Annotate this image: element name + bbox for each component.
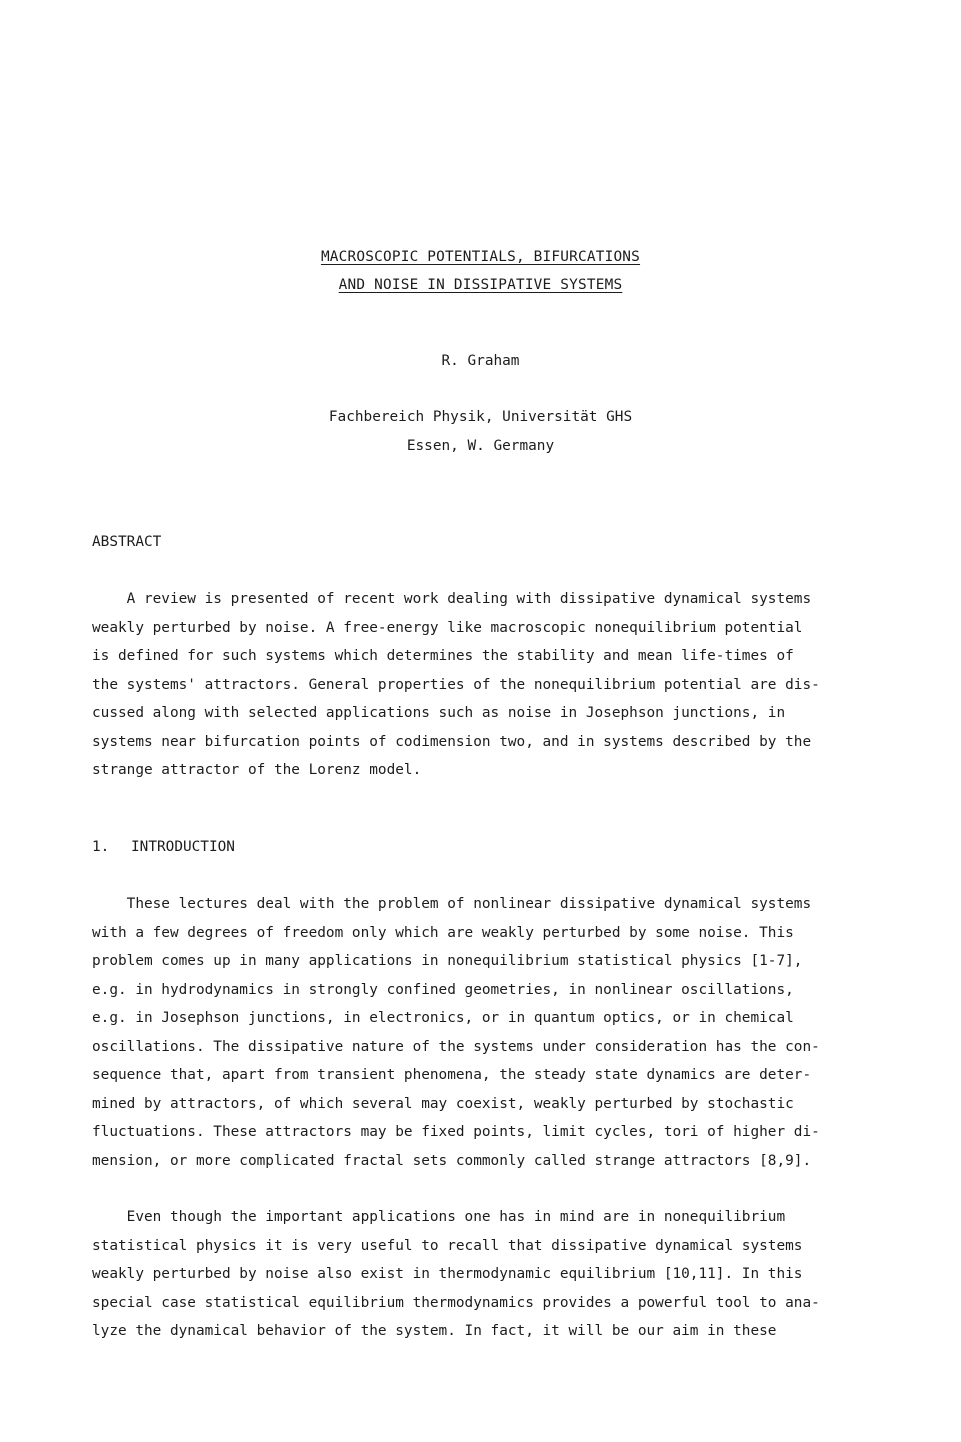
title-line-1-text: MACROSCOPIC POTENTIALS, BIFURCATIONS — [320, 249, 641, 265]
title-line-2 — [0, 276, 961, 294]
section-title: INTRODUCTION — [131, 839, 235, 855]
paragraph-line: oscillations. The dissipative nature of the systems under consideration has the con- — [92, 1038, 820, 1055]
affiliation-line-2: Essen, W. Germany — [406, 438, 555, 454]
paragraph-line: mined by attractors, of which several may coexist, weakly perturbed by stochastic — [92, 1095, 794, 1112]
abstract-heading: ABSTRACT — [92, 534, 162, 550]
paragraph-line: sequence that, apart from transient phenomena, the steady state dynamics are deter- — [92, 1067, 812, 1083]
abstract-line: strange attractor of the Lorenz model. — [92, 762, 422, 778]
paragraph-line: e.g. in Josephson junctions, in electronics, or in quantum optics, or in chemical — [92, 1010, 794, 1026]
abstract-line: A review is presented of recent work dealing with dissipative dynamical systems — [92, 591, 812, 607]
section-1-heading — [92, 838, 235, 856]
paragraph-line: Even though the important applications one has in mind are in nonequilibrium — [92, 1209, 786, 1225]
paragraph-line: statistical physics it is very useful to recall that dissipative dynamical systems — [92, 1237, 803, 1254]
paragraph-line: These lectures deal with the problem of nonlinear dissipative dynamical systems — [92, 896, 812, 912]
paragraph-line: e.g. in hydrodynamics in strongly confined geometries, in nonlinear oscillations, — [92, 981, 794, 998]
affiliation-line-1: Fachbereich Physik, Universität GHS — [328, 409, 633, 425]
abstract-line: the systems' attractors. General properties of the nonequilibrium potential are dis- — [92, 676, 820, 693]
title-line-2-text: AND NOISE IN DISSIPATIVE SYSTEMS — [338, 277, 623, 293]
paragraph-line: mension, or more complicated fractal sets commonly called strange attractors [8,9]. — [92, 1152, 812, 1169]
abstract-line: cussed along with selected applications such as noise in Josephson junctions, in — [92, 705, 786, 721]
section-number: 1. — [92, 839, 110, 855]
paragraph-line: lyze the dynamical behavior of the system. In fact, it will be our aim in these — [92, 1323, 777, 1339]
abstract-line: systems near bifurcation points of codimension two, and in systems described by the — [92, 733, 812, 750]
paragraph-line: problem comes up in many applications in nonequilibrium statistical physics [1-7], — [92, 953, 803, 969]
abstract-body — [92, 585, 882, 785]
abstract-line: is defined for such systems which determines the stability and mean life-times of — [92, 648, 794, 664]
intro-paragraph-1 — [92, 890, 882, 1175]
author: R. Graham — [441, 353, 520, 369]
paragraph-line: with a few degrees of freedom only which are weakly perturbed by some noise. This — [92, 924, 794, 941]
intro-paragraph-2 — [92, 1203, 882, 1346]
paragraph-line: fluctuations. These attractors may be fixed points, limit cycles, tori of higher di- — [92, 1124, 820, 1140]
paragraph-line: special case statistical equilibrium thermodynamics provides a powerful tool to ana- — [92, 1294, 820, 1311]
title-line-1 — [0, 248, 961, 266]
paragraph-line: weakly perturbed by noise also exist in thermodynamic equilibrium [10,11]. In this — [92, 1266, 803, 1282]
abstract-line: weakly perturbed by noise. A free-energy like macroscopic nonequilibrium potential — [92, 619, 803, 636]
